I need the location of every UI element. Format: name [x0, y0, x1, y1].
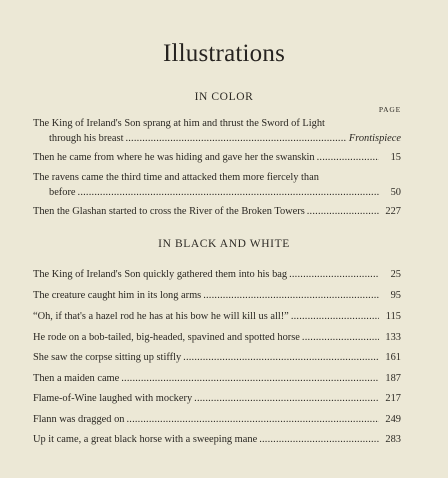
dot-leader	[291, 309, 379, 324]
entry-page: 15	[390, 152, 401, 163]
dot-leader	[183, 350, 379, 365]
list-item	[33, 391, 401, 406]
list-item	[33, 170, 401, 200]
list-item	[33, 267, 401, 282]
entry-text-continued: through his breast	[49, 133, 124, 144]
section-heading-color: IN COLOR	[194, 91, 254, 103]
page-column-label: PAGE	[378, 105, 401, 114]
list-item	[33, 204, 401, 219]
list-item	[33, 150, 401, 165]
entry-text: Then he came from where he was hiding and gave her the swanskin	[33, 152, 315, 163]
entry-page: 25	[390, 269, 401, 280]
list-item	[33, 350, 401, 365]
list-item	[33, 288, 401, 303]
dot-leader	[203, 288, 379, 303]
entry-text: Then the Glashan started to cross the River of the Broken Towers	[33, 206, 305, 217]
entry-page: 217	[385, 393, 401, 404]
list-item	[33, 432, 401, 447]
dot-leader	[289, 267, 379, 282]
section-heading-black-and-white: IN BLACK AND WHITE	[158, 238, 290, 250]
entry-text: “Oh, if that's a hazel rod he has at his bow he will kill us all!”	[33, 311, 289, 322]
entry-text: Up it came, a great black horse with a sweeping mane	[33, 434, 258, 445]
entry-text-continued: before	[49, 187, 76, 198]
entry-page: 283	[385, 434, 401, 445]
dot-leader	[126, 412, 379, 427]
entry-page: 187	[385, 373, 401, 384]
list-item	[33, 116, 401, 146]
dot-leader	[121, 371, 379, 386]
dot-leader	[259, 432, 379, 447]
page-title: Illustrations	[162, 40, 286, 67]
entry-text: Flann was dragged on	[33, 414, 125, 425]
entry-page: 50	[390, 187, 401, 198]
dot-leader	[194, 391, 379, 406]
entry-text: Flame-of-Wine laughed with mockery	[33, 393, 193, 404]
entry-page: 249	[385, 414, 401, 425]
entry-text: He rode on a bob-tailed, big-headed, spavined and spotted horse	[33, 332, 300, 343]
entry-text: Then a maiden came	[33, 373, 120, 384]
dot-leader	[307, 204, 379, 219]
entry-text: The creature caught him in its long arms	[33, 290, 202, 301]
entry-text: The King of Ireland's Son quickly gathered them into his bag	[33, 269, 288, 280]
dot-leader	[78, 185, 379, 200]
entry-page: Frontispiece	[348, 133, 401, 144]
entry-text: The King of Ireland's Son sprang at him and thrust the Sword of Light	[33, 118, 325, 129]
dot-leader	[317, 150, 379, 165]
entry-text: The ravens came the third time and attacked them more fiercely than	[33, 172, 319, 183]
list-item	[33, 330, 401, 345]
entry-text: She saw the corpse sitting up stiffly	[33, 352, 182, 363]
list-item	[33, 309, 401, 324]
entry-page: 115	[385, 311, 401, 322]
entry-page: 95	[390, 290, 401, 301]
list-item	[33, 371, 401, 386]
entry-page: 161	[385, 352, 401, 363]
dot-leader	[302, 330, 379, 345]
list-item	[33, 412, 401, 427]
dot-leader	[125, 131, 346, 146]
entry-page: 227	[385, 206, 401, 217]
entry-page: 133	[385, 332, 401, 343]
